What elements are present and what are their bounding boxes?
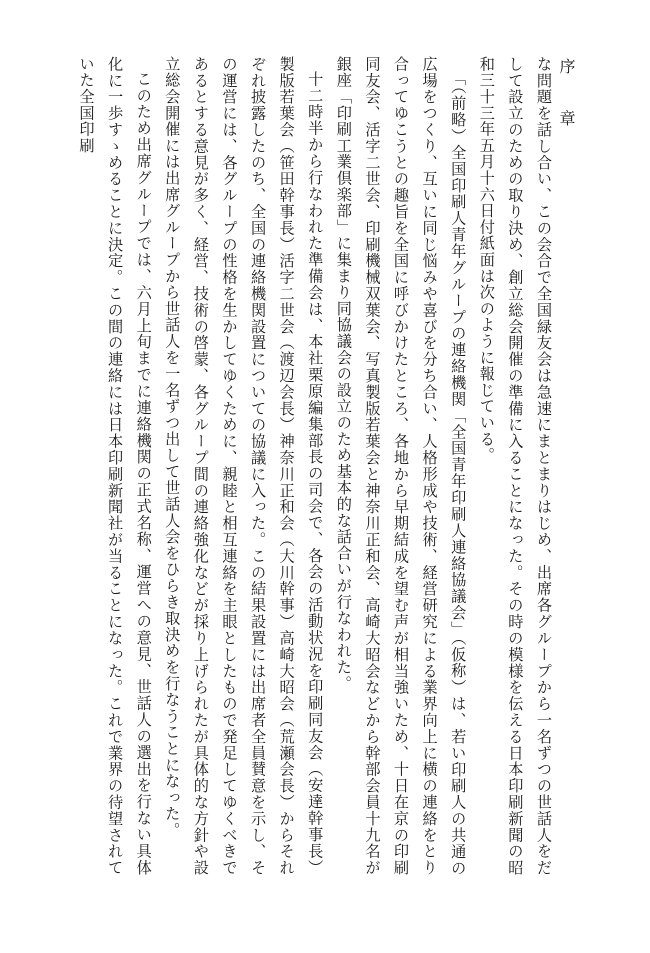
vertical-body-text [72, 56, 558, 876]
paragraph-decision: このため出席グループでは、六月上旬までに連絡機関の正式名称、運営への意見、世話人の選出を行ない具体化に一歩すゝめることに決定。この間の連絡には日本印刷新聞社が当ることになった。これで業界の待望されていた全国印刷 [77, 56, 153, 876]
paragraph-quotation-intro: 「（前略）全国印刷人青年グループの連絡機関「全国青年印刷人連絡協議会」（仮称）は、若い印刷人の共通の広場をつくり、互いに同じ悩みや喜びを分ち合い、人格形成や技術、経営研究による業界向上に横の連絡をとり合ってゆこうとの趣旨を全国に呼びかけたところ、各地から早期結成を望む声が相当強いため、十日在京の印刷同友会、活字二世会、印刷機械双葉会、写真製版若葉会と神奈川正和会、高崎大昭会などから幹部会員十九名が銀座「印刷工業倶楽部」に集まり同協議会の設立のため基本的な話合いが行なわれた。 [334, 56, 468, 876]
section-header: 序 章 [557, 58, 576, 136]
paragraph-continuation: な問題を話し合い、この会合で全国緑友会は急速にまとまりはじめ、出席各グループから一名ずつの世話人をだして設立のための取り決め、創立総会開催の準備に入ることになった。その時の模様を伝える日本印刷新聞の昭和三十三年五月十六日付紙面は次のように報じている。 [477, 56, 553, 876]
paragraph-preparatory-meeting: 十二時半から行なわれた準備会は、本社栗原編集部長の司会で、各会の活動状況を印刷同友会（安達幹事長）製版若葉会（笹田幹事長）活字二世会（渡辺会長）神奈川正和会（大川幹事）高崎大昭会（荒瀬会長）からそれぞれ披露したのち、全国の連絡機関設置についての協議に入った。この結果設置には出席者全員賛意を示し、その運営には、各グループの性格を生かしてゆくために、親睦と相互連絡を主眼としたもので発足してゆくべきであるとする意見が多く、経営、技術の啓蒙、各グループ間の連絡強化などが採り上げられたが具体的な方針や設立総会開催には出席グループから世話人を一名ずつ出して世話人会をひらき取決めを行なうことになった。 [163, 56, 325, 876]
